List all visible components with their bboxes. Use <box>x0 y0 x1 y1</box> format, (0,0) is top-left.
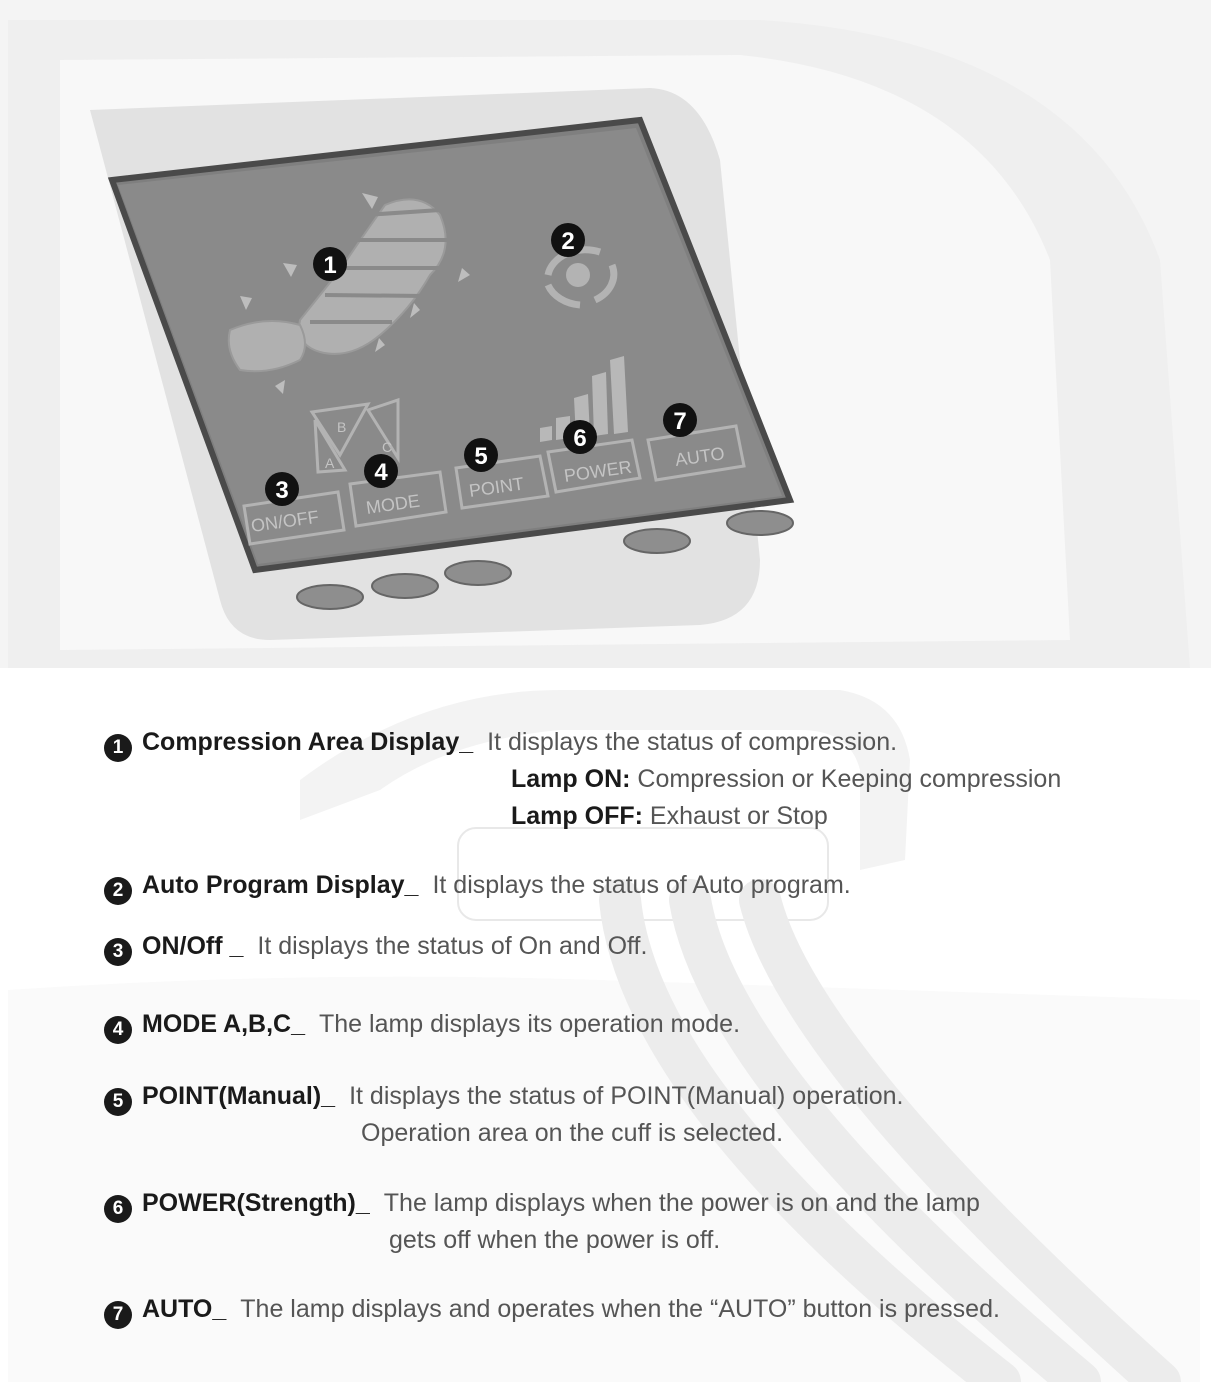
legend-title: MODE A,B,C_ <box>142 1010 305 1038</box>
legend-title: Compression Area Display_ <box>142 728 474 756</box>
legend-title: Auto Program Display_ <box>142 871 419 899</box>
legend-item-auto <box>104 1291 1000 1329</box>
legend-item-mode <box>104 1006 740 1044</box>
lamp-off-line <box>511 798 828 835</box>
legend-desc: It displays the status of POINT(Manual) operation. <box>349 1082 904 1110</box>
lamp-on-off-label: ON/OFF <box>249 506 320 536</box>
legend-desc: The lamp displays its operation mode. <box>318 1010 741 1038</box>
legend-number: 1 <box>104 734 132 762</box>
legend-item-power <box>104 1185 980 1254</box>
legend-number: 4 <box>104 1016 132 1044</box>
svg-text:5: 5 <box>474 443 488 470</box>
mode-label-c: C <box>382 439 393 455</box>
legend-desc-line-2: gets off when the power is off. <box>389 1226 721 1254</box>
svg-text:3: 3 <box>275 477 289 504</box>
svg-text:1: 1 <box>323 252 337 279</box>
legend-number: 6 <box>104 1195 132 1223</box>
lamp-point-label: POINT <box>467 473 526 501</box>
lamp-auto-label: AUTO <box>673 443 726 470</box>
legend <box>104 0 1194 1382</box>
svg-text:7: 7 <box>673 408 687 435</box>
lamp-off-text: Exhaust or Stop <box>649 802 828 830</box>
legend-item-compression-area <box>104 724 1062 830</box>
legend-desc: It displays the status of Auto program. <box>432 871 851 899</box>
legend-desc: The lamp displays when the power is on and the lamp <box>383 1189 980 1217</box>
legend-number: 2 <box>104 877 132 905</box>
legend-number: 5 <box>104 1088 132 1116</box>
legend-item-on-off <box>104 928 647 966</box>
lamp-on-label: Lamp ON: <box>511 765 631 793</box>
legend-title: POWER(Strength)_ <box>142 1189 370 1217</box>
legend-title: ON/Off _ <box>142 932 244 960</box>
lamp-mode-label: MODE <box>364 490 422 518</box>
legend-title: AUTO_ <box>142 1295 227 1323</box>
legend-desc-line-2: Operation area on the cuff is selected. <box>361 1119 784 1147</box>
svg-text:6: 6 <box>573 425 587 452</box>
legend-title: POINT(Manual)_ <box>142 1082 336 1110</box>
legend-number: 7 <box>104 1301 132 1329</box>
lamp-power-label: POWER <box>562 456 633 486</box>
svg-text:2: 2 <box>561 228 575 255</box>
legend-number: 3 <box>104 938 132 966</box>
lamp-on-text: Compression or Keeping compression <box>637 765 1062 793</box>
mode-label-a: A <box>325 455 335 471</box>
legend-item-point <box>104 1078 904 1147</box>
lamp-off-label: Lamp OFF: <box>511 802 643 830</box>
svg-text:4: 4 <box>374 459 388 486</box>
mode-label-b: B <box>337 419 347 435</box>
legend-desc: It displays the status of On and Off. <box>257 932 648 960</box>
legend-item-auto-program <box>104 867 851 905</box>
legend-desc: It displays the status of compression. <box>487 728 898 756</box>
lamp-on-line <box>511 761 1061 798</box>
legend-desc: The lamp displays and operates when the “AUTO” button is pressed. <box>240 1295 1000 1323</box>
